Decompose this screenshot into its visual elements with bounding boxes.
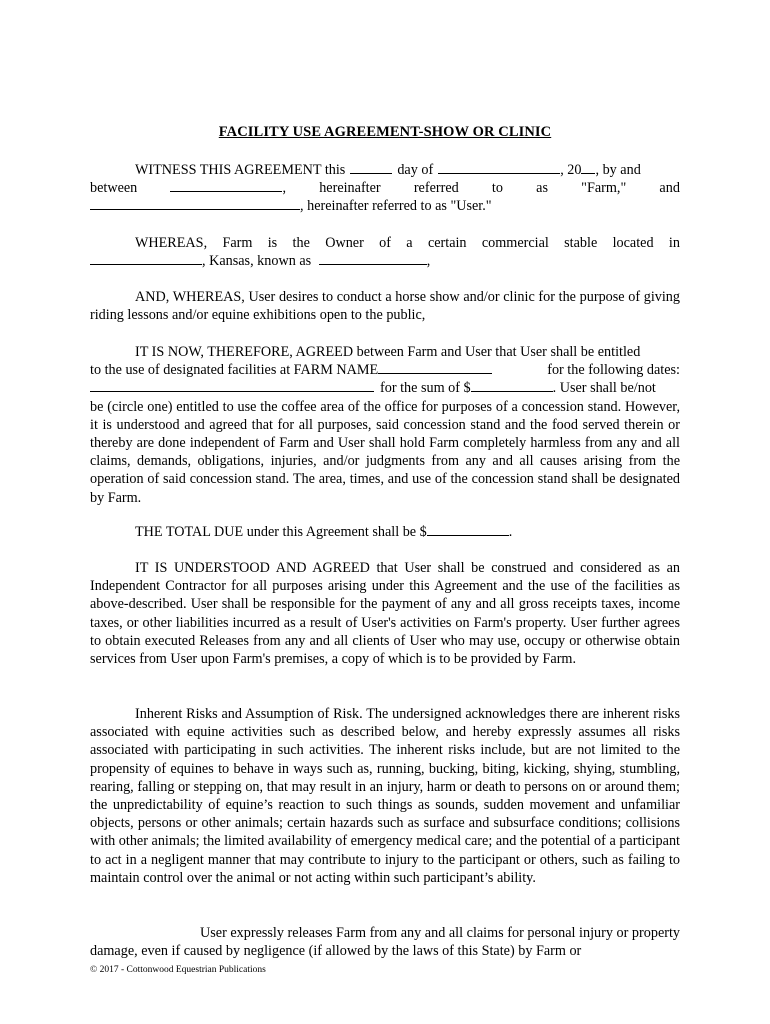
witness-text-b: day of bbox=[397, 162, 434, 178]
agreed-line-3 bbox=[90, 379, 680, 397]
witness-line-3 bbox=[90, 197, 680, 215]
word: commercial bbox=[481, 235, 549, 251]
agreed-text-3b: . User shall be/not bbox=[552, 380, 656, 397]
user-name-blank[interactable] bbox=[90, 197, 300, 210]
witness-text-d: , by and bbox=[595, 162, 641, 178]
understood-text: IT IS UNDERSTOOD AND AGREED that User shall be construed and considered as an Independent Contractor for all purposes arising under this Agreement and the use of the facilities as above-described. User shall be responsible for the payment of any and all gross receipts taxes, income taxes, or other liabilities incurred as a result of User's activities on Farm's property. User further agrees to obtain executed Releases from any and all clients of User who may use, occupy or otherwise obtain services from User upon Farm's premises, a copy of which is to be provided by Farm. bbox=[90, 560, 680, 668]
whereas-comma: , bbox=[426, 253, 431, 270]
farm-name-blank[interactable] bbox=[170, 179, 282, 192]
word: located bbox=[612, 235, 654, 251]
whereas-paragraph-2 bbox=[90, 288, 680, 324]
known-as-blank[interactable] bbox=[319, 252, 427, 265]
word: WHEREAS, bbox=[135, 235, 208, 251]
word: Owner bbox=[325, 235, 364, 251]
day-blank[interactable] bbox=[350, 161, 392, 174]
whereas-line-1 bbox=[90, 234, 680, 252]
word: certain bbox=[427, 235, 467, 251]
releases-paragraph bbox=[90, 924, 680, 960]
whereas-2-text: AND, WHEREAS, User desires to conduct a horse show and/or clinic for the purpose of giving riding lessons and/or equine exhibitions open to the public, bbox=[90, 289, 680, 324]
word: stable bbox=[564, 235, 598, 251]
word: , bbox=[282, 180, 287, 197]
word: "Farm," bbox=[581, 180, 627, 197]
word: is bbox=[267, 235, 278, 251]
witness-paragraph bbox=[90, 161, 680, 216]
word: of bbox=[379, 235, 391, 251]
releases-text: User expressly releases Farm from any and all claims for personal injury or property damage, even if caused by negligence (if allowed by the laws of this State) by Farm or bbox=[90, 925, 680, 960]
agreed-text-3a: for the sum of $ bbox=[380, 380, 471, 397]
word: and bbox=[659, 180, 680, 197]
word: referred bbox=[413, 180, 459, 197]
word: in bbox=[668, 235, 680, 251]
word: as bbox=[536, 180, 548, 197]
witness-line-1 bbox=[90, 161, 680, 179]
year-blank[interactable] bbox=[581, 161, 595, 174]
month-blank[interactable] bbox=[438, 161, 560, 174]
risks-paragraph bbox=[90, 705, 680, 887]
agreed-text-2a: to the use of designated facilities at FARM NAME bbox=[90, 362, 379, 379]
whereas-paragraph-1 bbox=[90, 234, 680, 270]
word: between bbox=[90, 180, 138, 197]
word: hereinafter bbox=[319, 180, 381, 197]
risks-text: Inherent Risks and Assumption of Risk. The undersigned acknowledges there are inherent risks associated with equine activities such as described below, and hereby expressly assumes all risks associated with participating in such activities. The inherent risks include, but are not limited to the propensity of equines to behave in ways such as, running, bucking, biting, kicking, shying, stumbling, rearing, falling or stepping on, that may result in an injury, harm or death to persons on or around them; the unpredictability of equine’s reaction to such things as sounds, sudden movement and unfamiliar objects, persons or other animals; certain hazards such as surface and subsurface conditions; collisions with other animals; the limited availability of emergency medical care; and the potential of a participant to act in a negligent manner that may contribute to injury to the participant or others, such as failing to maintain control over the animal or not acting within such participant’s ability. bbox=[90, 706, 680, 886]
agreed-rest: be (circle one) entitled to use the coffee area of the office for purposes of a concession stand. However, it is understood and agreed that for all purposes, said concession stand and the food served therein or thereby are done independent of Farm and User shall hold Farm completely harmless from any and all claims, demands, obligations, injuries, and/or judgments from any and all causes arising from the operation of said concession stand. The area, times, and use of the concession stand shall be designated by Farm. bbox=[90, 398, 680, 506]
agreed-text-1: IT IS NOW, THEREFORE, AGREED between Farm and User that User shall be entitled bbox=[135, 344, 641, 360]
dates-blank[interactable] bbox=[90, 379, 374, 392]
agreed-paragraph bbox=[90, 343, 680, 507]
agreed-line-2 bbox=[90, 361, 680, 379]
sum-blank[interactable] bbox=[471, 379, 553, 392]
agreed-text-2b: for the following dates: bbox=[547, 362, 680, 379]
witness-text-c: , 20 bbox=[560, 162, 582, 178]
whereas-text: , Kansas, known as bbox=[202, 253, 312, 270]
word: Farm bbox=[222, 235, 253, 251]
whereas-line-2 bbox=[90, 252, 680, 270]
page-title: FACILITY USE AGREEMENT-SHOW OR CLINIC bbox=[218, 124, 552, 140]
word: a bbox=[406, 235, 413, 251]
footer-copyright: © 2017 - Cottonwood Equestrian Publications bbox=[90, 965, 266, 975]
word: to bbox=[491, 180, 503, 197]
city-blank[interactable] bbox=[90, 252, 202, 265]
witness-text-e: , hereinafter referred to as "User." bbox=[300, 198, 492, 215]
total-blank[interactable] bbox=[427, 523, 509, 536]
witness-text-a: WITNESS THIS AGREEMENT this bbox=[135, 162, 346, 178]
total-paragraph bbox=[90, 523, 680, 541]
farm-name-field-blank[interactable] bbox=[378, 361, 492, 374]
witness-line-2 bbox=[90, 179, 680, 197]
agreed-line-1 bbox=[90, 343, 680, 361]
total-text: THE TOTAL DUE under this Agreement shall be $ bbox=[135, 524, 427, 540]
understood-paragraph bbox=[90, 559, 680, 668]
total-period: . bbox=[508, 524, 513, 540]
word: the bbox=[292, 235, 310, 251]
